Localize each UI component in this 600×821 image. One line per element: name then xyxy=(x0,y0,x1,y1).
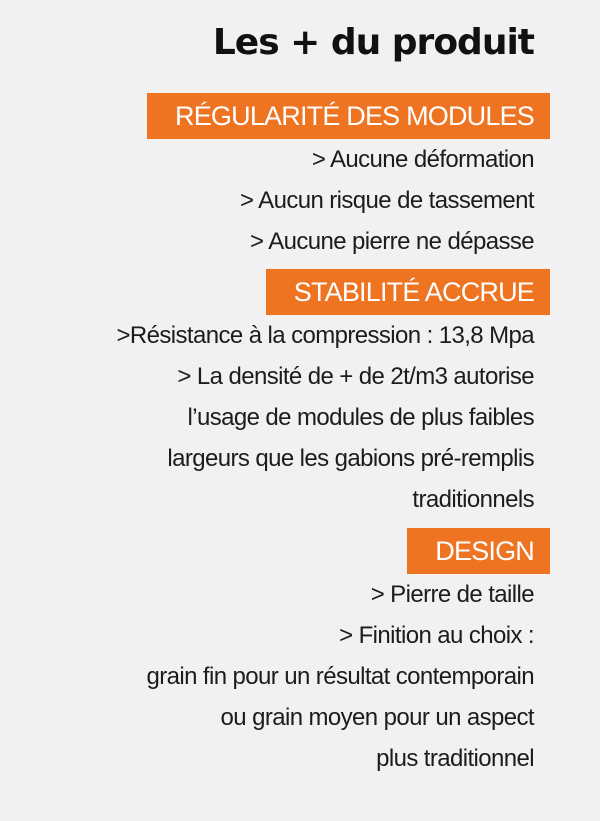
list-item: grain fin pour un résultat contemporain xyxy=(146,663,534,690)
page-title: Les + du produit xyxy=(212,22,534,63)
section-list-design xyxy=(146,574,534,779)
list-item: > Finition au choix : xyxy=(339,622,534,649)
list-item: l’usage de modules de plus faibles xyxy=(187,404,534,431)
list-item: >Résistance à la compression : 13,8 Mpa xyxy=(116,322,534,349)
list-item: > Aucun risque de tassement xyxy=(240,187,534,214)
list-item: ou grain moyen pour un aspect xyxy=(220,704,534,731)
section-list-regularite xyxy=(147,139,534,262)
list-item: > Pierre de taille xyxy=(370,581,534,608)
section-heading-design: DESIGN xyxy=(407,528,550,574)
section-design xyxy=(146,528,534,779)
section-regularite xyxy=(147,93,534,262)
list-item: > La densité de + de 2t/m3 autorise xyxy=(177,363,534,390)
section-heading-stabilite: STABILITÉ ACCRUE xyxy=(266,269,550,315)
section-stabilite xyxy=(117,269,535,520)
section-heading-regularite: RÉGULARITÉ DES MODULES xyxy=(147,93,550,139)
list-item: traditionnels xyxy=(412,486,534,513)
list-item: plus traditionnel xyxy=(376,745,534,772)
list-item: > Aucune pierre ne dépasse xyxy=(250,228,534,255)
list-item: largeurs que les gabions pré-remplis xyxy=(167,445,534,472)
list-item: > Aucune déformation xyxy=(311,146,534,173)
section-list-stabilite xyxy=(117,315,535,520)
